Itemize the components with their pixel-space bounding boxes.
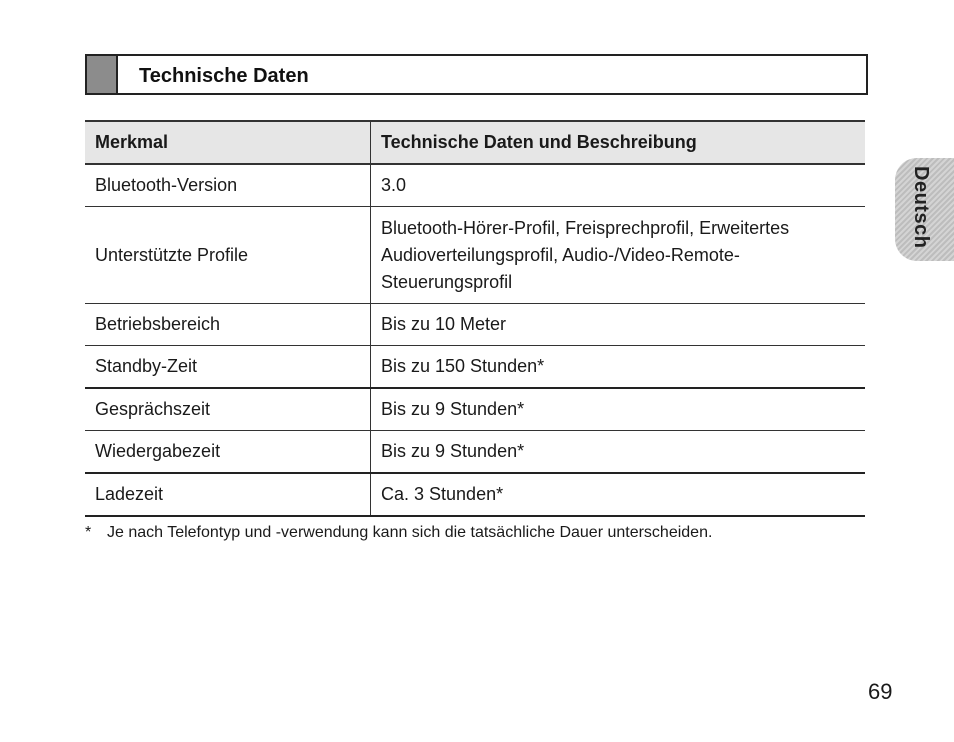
value-cell: Bis zu 150 Stunden*	[371, 346, 866, 389]
feature-cell: Betriebsbereich	[85, 304, 371, 346]
language-tab-label: Deutsch	[910, 166, 932, 249]
feature-cell: Gesprächszeit	[85, 388, 371, 431]
table-row	[85, 164, 865, 207]
footnote	[85, 524, 712, 542]
feature-cell: Unterstützte Profile	[85, 207, 371, 304]
footnote-text: Je nach Telefontyp und -verwendung kann sich die tatsächliche Dauer unterscheiden.	[107, 524, 713, 541]
language-tab	[895, 158, 954, 261]
table-row	[85, 304, 865, 346]
feature-cell: Bluetooth-Version	[85, 164, 371, 207]
specifications-table	[85, 120, 865, 517]
table-row	[85, 431, 865, 474]
section-header	[85, 54, 868, 95]
value-cell: Ca. 3 Stunden*	[371, 473, 866, 516]
table-row	[85, 207, 865, 304]
value-cell: Bis zu 9 Stunden*	[371, 431, 866, 474]
feature-cell: Standby-Zeit	[85, 346, 371, 389]
feature-cell: Wiedergabezeit	[85, 431, 371, 474]
feature-cell: Ladezeit	[85, 473, 371, 516]
value-cell: Bis zu 10 Meter	[371, 304, 866, 346]
table-row	[85, 346, 865, 389]
value-cell: Bluetooth-Hörer-Profil, Freisprechprofil, Erweitertes Audioverteilungsprofil, Audio-/Video-Remote-Steuerungsprofil	[371, 207, 866, 304]
section-marker	[87, 56, 118, 93]
column-header-feature: Merkmal	[85, 121, 371, 164]
table-header-row	[85, 121, 865, 164]
value-cell: 3.0	[371, 164, 866, 207]
value-cell: Bis zu 9 Stunden*	[371, 388, 866, 431]
page-number: 69	[868, 679, 893, 704]
table-row	[85, 473, 865, 516]
table-row	[85, 388, 865, 431]
footnote-marker: *	[85, 524, 92, 541]
section-title: Technische Daten	[139, 65, 309, 87]
column-header-description: Technische Daten und Beschreibung	[371, 121, 866, 164]
